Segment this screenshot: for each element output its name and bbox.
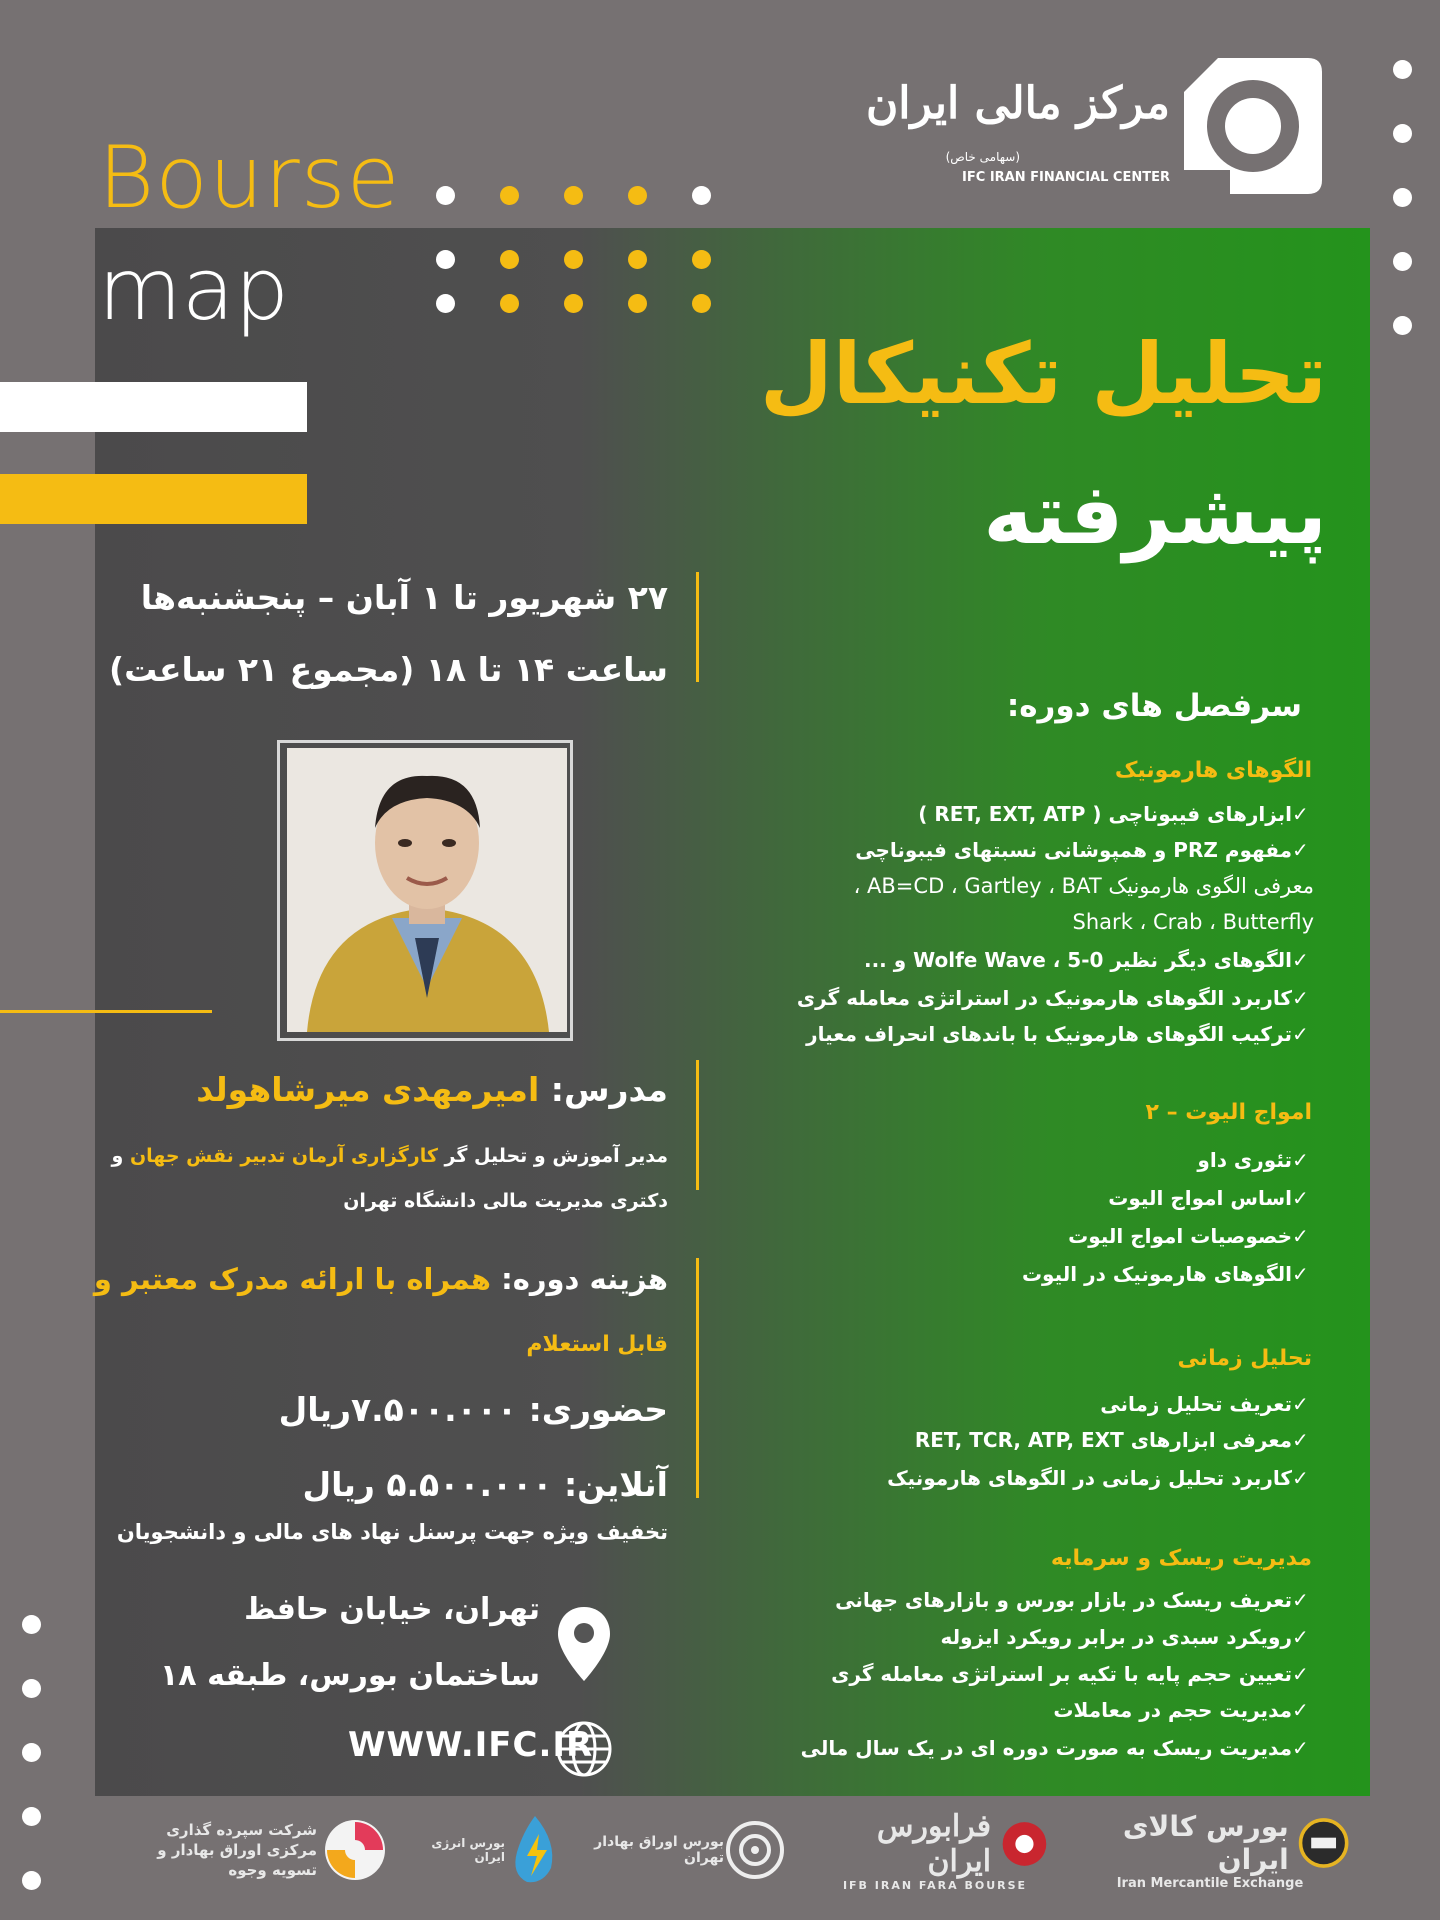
check-icon: ✓ xyxy=(1292,1588,1309,1612)
fee-note1: همراه با ارائه مدرک معتبر و xyxy=(93,1262,491,1296)
partner-ime-name-en: Iran Mercantile Exchange xyxy=(1116,1875,1304,1891)
list-item: ✓ترکیب الگوهای هارمونیک با باندهای انحراف معیار xyxy=(806,1022,1320,1046)
check-icon: ✓ xyxy=(1292,948,1309,972)
list-item: ✓رویکرد سبدی در برابر رویکرد ایزوله xyxy=(940,1625,1320,1649)
tse-icon xyxy=(724,1819,786,1881)
fee-discount: تخفیف ویژه جهت پرسنل نهاد های مالی و دانشجویان xyxy=(116,1520,668,1544)
partner-ime-logo xyxy=(1070,1805,1350,1895)
brand-bourse: Bourse xyxy=(98,128,401,228)
check-icon: ✓ xyxy=(1292,838,1309,862)
schedule-dates: ۲۷ شهریور تا ۱ آبان – پنجشنبه‌ها xyxy=(140,578,668,617)
section-heading-elliott: امواج الیوت – ۲ xyxy=(1145,1100,1312,1125)
instructor-label: مدرس: xyxy=(550,1070,668,1109)
list-item: ✓مدیریت ریسک به صورت دوره ای در یک سال مالی xyxy=(801,1736,1320,1760)
instructor-heading xyxy=(196,1070,668,1109)
section-heading-harmonic: الگوهای هارمونیک xyxy=(1114,758,1312,783)
fee-note2: قابل استعلام xyxy=(526,1332,668,1357)
ime-icon xyxy=(1297,1813,1350,1873)
list-item: ✓خصوصیات امواج الیوت xyxy=(1068,1224,1320,1248)
check-icon: ✓ xyxy=(1292,986,1309,1010)
partner-ime-name-fa: بورس کالای ایران xyxy=(1122,1809,1289,1876)
fee-label: هزینه دوره: xyxy=(501,1262,668,1296)
check-icon: ✓ xyxy=(1292,1698,1309,1722)
partner-ifb-name-en: IFB IRAN FARA BOURSE xyxy=(842,1878,1028,1892)
check-icon: ✓ xyxy=(1292,1262,1309,1286)
partner-energy-logo xyxy=(420,1805,570,1895)
fee-in-person: حضوری: ۷.۵۰۰.۰۰۰ریال xyxy=(278,1390,668,1429)
instructor-divider xyxy=(696,1060,699,1190)
logo-name-fa: مرکز مالی ایران xyxy=(865,78,1170,129)
check-icon: ✓ xyxy=(1292,1186,1309,1210)
check-icon: ✓ xyxy=(1292,1022,1309,1046)
yellow-bar xyxy=(0,474,307,524)
check-icon: ✓ xyxy=(1292,1224,1309,1248)
partner-ifb-name-fa: فرابورس ایران xyxy=(876,1808,992,1879)
list-item: ✓مفهوم PRZ و همپوشانی نسبتهای فیبوناچی xyxy=(855,838,1320,862)
list-item: ✓الگوهای دیگر نظیر Wolfe Wave ، 5-0 و ... xyxy=(864,948,1320,972)
check-icon: ✓ xyxy=(1292,1392,1309,1416)
fee-online: آنلاین: ۵.۵۰۰.۰۰۰ ریال xyxy=(302,1465,668,1504)
partner-csdi-logo xyxy=(105,1805,405,1895)
list-item: ✓مدیریت حجم در معاملات xyxy=(1053,1698,1320,1722)
syllabus-title: سرفصل های دوره: xyxy=(1006,688,1302,724)
list-item: ✓تعریف تحلیل زمانی xyxy=(1100,1392,1320,1416)
list-item: ✓معرفی ابزارهای RET, TCR, ATP, EXT xyxy=(915,1428,1320,1452)
website-link[interactable]: WWW.IFC.IR xyxy=(348,1725,594,1765)
white-bar xyxy=(0,382,307,432)
list-item: ✓ابزارهای فیبوناچی ( RET, EXT, ATP ) xyxy=(918,802,1320,826)
instructor-photo xyxy=(287,748,567,1032)
list-item: ✓تئوری داو xyxy=(1197,1148,1320,1172)
instructor-bio-suffix: و xyxy=(111,1145,124,1167)
logo-subtitle: (سهامی خاص) xyxy=(945,150,1020,164)
check-icon: ✓ xyxy=(1292,1466,1309,1490)
list-item: ✓تعیین حجم پایه با تکیه بر استراتژی معامله گری xyxy=(831,1662,1320,1686)
partner-tse-logo xyxy=(590,1805,790,1895)
list-item: ✓اساس امواج الیوت xyxy=(1108,1186,1320,1210)
check-icon: ✓ xyxy=(1292,1662,1309,1686)
schedule-divider xyxy=(696,572,699,682)
instructor-bio-line2: دکتری مدیریت مالی دانشگاه تهران xyxy=(343,1190,668,1212)
globe-icon xyxy=(555,1720,613,1778)
schedule-hours: ساعت ۱۴ تا ۱۸ (مجموع ۲۱ ساعت) xyxy=(109,650,668,689)
brand-map: map xyxy=(98,240,290,340)
fee-divider xyxy=(696,1258,699,1498)
list-item: معرفی الگوی هارمونیک AB=CD ، Gartley ، BAT ، xyxy=(853,874,1314,898)
course-title-line1: تحلیل تکنیکال xyxy=(759,325,1327,423)
fee-heading xyxy=(94,1262,668,1296)
section-heading-risk: مدیریت ریسک و سرمایه xyxy=(1050,1546,1312,1571)
instructor-name: امیرمهدی میرشاهولد xyxy=(196,1070,540,1109)
ifb-icon xyxy=(999,1816,1050,1872)
list-item: ✓تعریف ریسک در بازار بورس و بازارهای جهانی xyxy=(835,1588,1320,1612)
logo-name-en: IFC IRAN FINANCIAL CENTER xyxy=(962,170,1170,185)
instructor-bio-company: کارگزاری آرمان تدبیر نقش جهان xyxy=(129,1145,438,1167)
check-icon: ✓ xyxy=(1292,1736,1309,1760)
list-item: Shark ، Crab ، Butterfly xyxy=(1072,910,1314,934)
section-heading-time: تحلیل زمانی xyxy=(1177,1346,1312,1371)
instructor-bio-prefix: مدیر آموزش و تحلیل گر xyxy=(444,1145,668,1167)
check-icon: ✓ xyxy=(1292,1428,1309,1452)
partner-csdi-name: شرکت سپرده گذاری مرکزی اوراق بهادار و تسویه وجوه xyxy=(157,1821,317,1879)
accent-line xyxy=(0,1010,212,1013)
energy-icon xyxy=(505,1812,565,1888)
check-icon: ✓ xyxy=(1292,1148,1309,1172)
check-icon: ✓ xyxy=(1292,802,1309,826)
list-item: ✓کاربرد تحلیل زمانی در الگوهای هارمونیک xyxy=(887,1466,1320,1490)
partner-ifb-logo xyxy=(820,1805,1050,1895)
list-item: ✓کاربرد الگوهای هارمونیک در استراتژی معامله گری xyxy=(797,986,1320,1010)
partner-tse-name: بورس اوراق بهادار تهران xyxy=(594,1834,724,1866)
csdi-icon xyxy=(317,1812,393,1888)
instructor-bio-line1 xyxy=(112,1145,669,1167)
address-line1: تهران، خیابان حافظ xyxy=(244,1592,540,1627)
partner-energy-name: بورس انرژی ایران xyxy=(431,1836,505,1864)
course-title-line2: پیشرفته xyxy=(983,465,1327,563)
check-icon: ✓ xyxy=(1292,1625,1309,1649)
location-pin-icon xyxy=(555,1605,613,1683)
ifc-logo-icon xyxy=(1178,52,1328,200)
list-item: ✓الگوهای هارمونیک در الیوت xyxy=(1022,1262,1320,1286)
address-line2: ساختمان بورس، طبقه ۱۸ xyxy=(160,1658,540,1693)
